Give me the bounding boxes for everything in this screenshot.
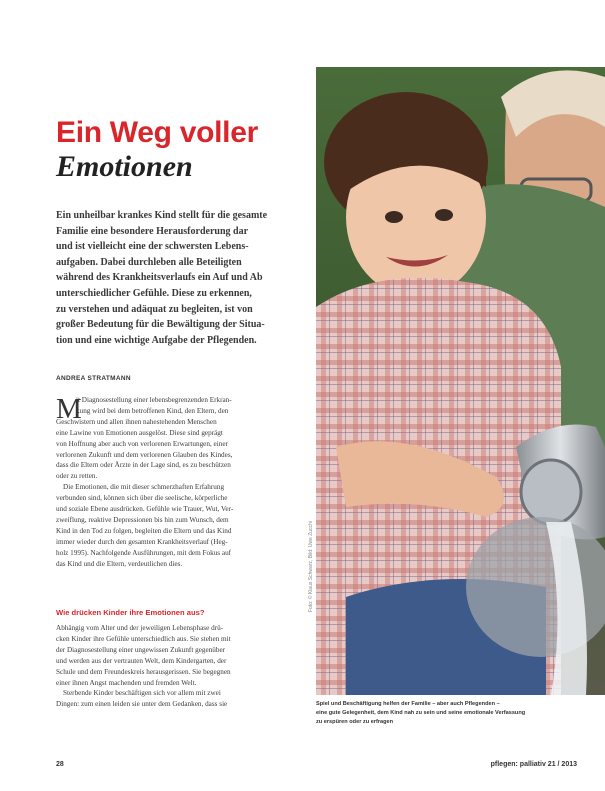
body-line: zweiflung, reaktive Depressionen bis hin zum Wunsch, dem — [56, 515, 229, 524]
body-line: verlorenen Zukunft und dem verlorenen Glauben des Kindes, — [56, 450, 233, 459]
body-line: der Diagnosestellung einer ungewissen Zukunft gegenüber — [56, 645, 226, 654]
intro-line: zu verstehen und adäquat zu begleiten, ist von — [56, 303, 253, 315]
photo-caption — [316, 700, 605, 727]
article-title-line1: Ein Weg voller — [56, 116, 258, 149]
body-line: Sterbende Kinder beschäftigen sich vor allem mit zwei — [63, 689, 221, 698]
intro-line: unterschiedlicher Gefühle. Diese zu erkennen, — [56, 287, 252, 299]
body-line: verbunden sind, können sich über die seelische, körperliche — [56, 494, 228, 503]
page-number: 28 — [56, 761, 64, 768]
body-line: und soziale Ebene ausdrücken. Gefühle wie Trauer, Wut, Ver- — [56, 505, 234, 514]
intro-line: tion und eine wichtige Aufgabe der Pflegenden. — [56, 334, 257, 346]
intro-line: während des Krankheitsverlaufs ein Auf und Ab — [56, 272, 263, 284]
body-column-2 — [56, 623, 305, 710]
body-column — [56, 395, 305, 570]
article-intro — [56, 208, 296, 348]
intro-line: Familie eine besondere Herausforderung dar — [56, 225, 249, 237]
article-title-line2: Emotionen — [56, 150, 193, 183]
body-line: Schule und dem Freundeskreis herausgerissen. Sie begegnen — [56, 667, 231, 676]
caption-line: eine gute Gelegenheit, dem Kind nah zu sein und seine emotionale Verfassung — [316, 710, 526, 716]
intro-line: großer Bedeutung für die Bewältigung der Situa- — [56, 319, 265, 331]
author-byline: ANDREA STRATMANN — [56, 375, 131, 382]
body-line: holz 1995). Nachfolgende Ausführungen, mit dem Fokus auf — [56, 548, 232, 557]
magazine-name: pflegen: palliativ 21 / 2013 — [490, 761, 577, 768]
body-line: Kind in den Tod zu folgen, begleiten die Eltern und das Kind — [56, 526, 232, 535]
body-line: oder zu retten. — [56, 472, 98, 481]
body-line: Geschwistern und allen ihnen nahestehenden Menschen — [56, 417, 217, 426]
body-line: cken Kinder ihre Gefühle unterschiedlich aus. Sie stehen mit — [56, 634, 231, 643]
caption-line: zu erspüren oder zu erfragen — [316, 719, 394, 725]
body-line: und werden aus der vertrauten Welt, dem Kindergarten, der — [56, 656, 227, 665]
intro-line: aufgaben. Dabei durchleben alle Beteiligten — [56, 256, 242, 268]
section-subheading: Wie drücken Kinder ihre Emotionen aus? — [56, 608, 205, 617]
intro-line: Ein unheilbar krankes Kind stellt für die gesamte — [56, 210, 268, 221]
intro-line: und ist vielleicht eine der schwersten Lebens- — [56, 241, 249, 253]
body-line: dass die Eltern oder Ärzte in der Lage sind, es zu beschützen — [56, 461, 231, 470]
body-line: Dingen: zum einen leiden sie unter dem Gedanken, dass sie — [56, 700, 228, 709]
drop-cap: M — [56, 393, 82, 425]
body-line: eine Lawine von Emotionen ausgelöst. Diese sind geprägt — [56, 428, 223, 437]
caption-line: Spiel und Beschäftigung helfen der Familie – aber auch Pflegenden – — [316, 701, 500, 707]
body-line: immer wieder durch den gesamten Krankheitsverlauf (Heg- — [56, 537, 228, 546]
body-line: it Diagnosestellung einer lebensbegrenzenden Erkran- — [76, 396, 232, 404]
body-line: kung wird bei dem betroffenen Kind, den Eltern, den — [76, 406, 229, 415]
body-line: Die Emotionen, die mit dieser schmerzhaften Erfahrung — [63, 483, 225, 492]
body-line: einer ihnen Angst machenden und fremden Welt. — [56, 678, 197, 687]
body-line: von Hoffnung aber auch von verlorenen Erwartungen, einer — [56, 439, 228, 448]
body-line: das Kind und die Eltern, verdeutlichen dies. — [56, 559, 183, 568]
body-line: Abhängig vom Alter und der jeweiligen Lebensphase drü- — [56, 624, 224, 632]
photo-credit: Foto: © Klaus Schwarz, Bild: Uwe Zucchi — [308, 521, 314, 612]
article-photo — [316, 67, 605, 695]
